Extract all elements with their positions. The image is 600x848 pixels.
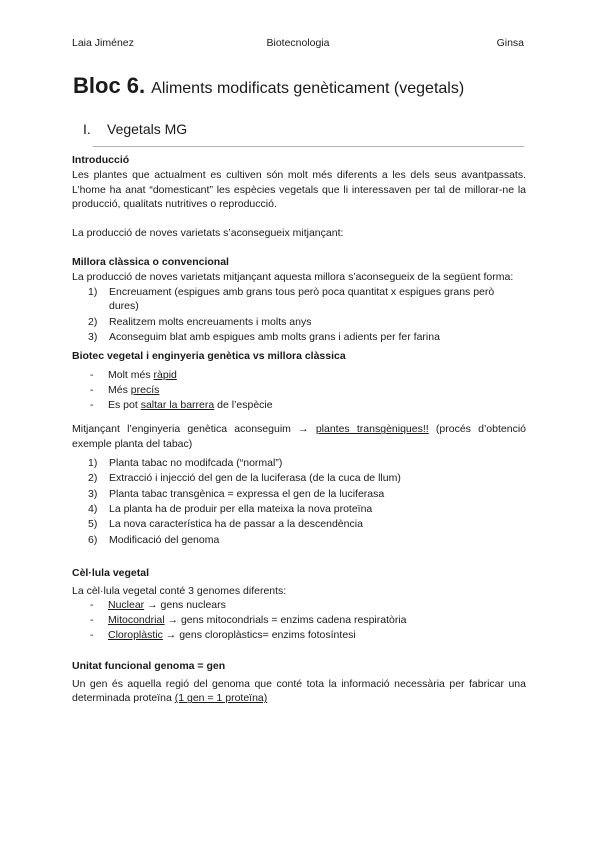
list-item: 3) Planta tabac transgènica = expressa el gen de la luciferasa <box>88 487 385 500</box>
list-item: 2) Realitzem molts encreuaments i molts anys <box>88 315 312 328</box>
section-heading <box>83 121 187 137</box>
intro-text: Les plantes que actualment es cultiven són molt més diferents a les dels seus avantpassats. L’home ha anat “domesticant” les espècies vegetals que li interessaven per tal de millorar-ne la producció, qualitats nutritives o reproducció. <box>72 168 526 211</box>
cell-text: La cèl·lula vegetal conté 3 genomes diferents: <box>72 584 287 597</box>
header-author: Laia Jiménez <box>72 37 134 49</box>
list-item: - Mitocondrial → gens mitocondrials = enzims cadena respiratòria <box>90 614 407 627</box>
list-item: 4) La planta ha de produir per ella mateixa la nova proteïna <box>88 502 373 515</box>
list-item: - Es pot saltar la barrera de l’espècie <box>90 398 273 411</box>
cell-list <box>72 598 526 642</box>
header-school: Ginsa <box>496 37 524 49</box>
list-item: 1) Encreuament (espigues amb grans tous però poca quantitat x espigues grans però dures) <box>88 285 495 313</box>
transgenic-text: Mitjançant l’enginyeria genètica aconseguim → plantes transgèniques!! (procés d’obtenció exemple planta del tabac) <box>72 423 527 451</box>
classic-heading: Millora clàssica o convencional <box>72 255 229 268</box>
list-item: 5) La nova característica ha de passar a la descendència <box>88 518 363 531</box>
header-subject: Biotecnologia <box>266 37 330 49</box>
classic-text: La producció de noves varietats mitjançant aquesta millora s’aconsegueix de la següent forma: <box>72 270 514 283</box>
title-subtitle: Aliments modificats genèticament (vegetals) <box>151 80 465 97</box>
title-bloc: Bloc 6. <box>73 73 146 98</box>
section-label: Vegetals MG <box>107 121 188 137</box>
list-item: - Molt més ràpid <box>90 369 177 382</box>
section-divider <box>93 146 524 147</box>
list-item: 6) Modificació del genoma <box>88 533 220 546</box>
list-item: 2) Extracció i injecció del gen de la luciferasa (de la cuca de llum) <box>88 472 401 485</box>
section-number: I. <box>83 121 91 137</box>
intro-heading: Introducció <box>72 154 130 166</box>
page-header <box>72 37 524 51</box>
unit-heading: Unitat funcional genoma = gen <box>72 659 226 672</box>
transgenic-steps <box>72 456 526 547</box>
cell-heading: Cèl·lula vegetal <box>72 566 150 579</box>
list-item: - Cloroplàstic → gens cloroplàstics= enzims fotosíntesi <box>90 629 356 642</box>
production-text: La producció de noves varietats s’aconsegueix mitjançant: <box>72 227 344 240</box>
list-item: 3) Aconseguim blat amb espigues amb molts grans i adients per fer farina <box>88 330 440 343</box>
page-title <box>73 73 464 99</box>
list-item: 1) Planta tabac no modifcada (“normal”) <box>88 457 283 470</box>
classic-list <box>72 285 526 345</box>
list-item: - Nuclear → gens nuclears <box>90 599 226 612</box>
list-item: - Més precís <box>90 383 160 396</box>
unit-text: Un gen és aquella regió del genoma que conté tota la informació necessària per fabricar una determinada proteïna (1 gen = 1 proteïna) <box>72 677 526 705</box>
biotec-list <box>72 368 526 412</box>
document-body <box>72 153 526 706</box>
biotec-heading: Biotec vegetal i enginyeria genètica vs millora clàssica <box>72 350 346 363</box>
